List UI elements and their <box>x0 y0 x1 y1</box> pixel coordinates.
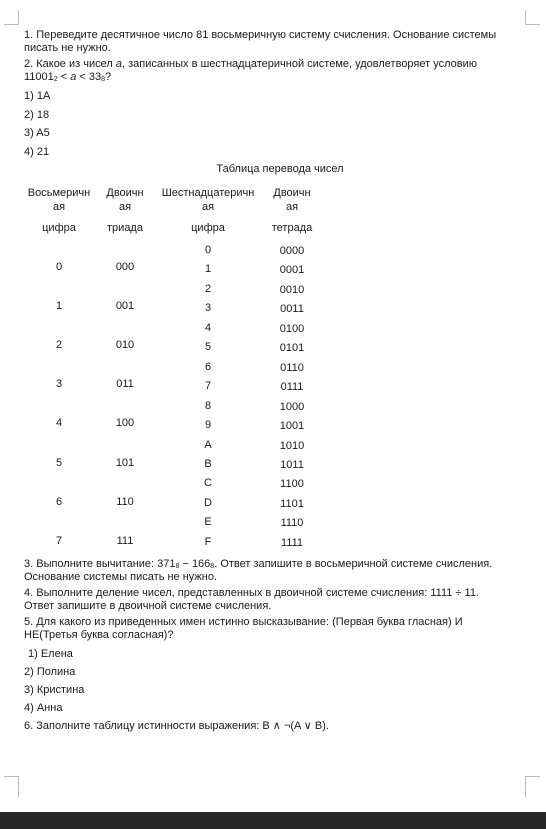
header-octal-1: Восьмеричн <box>27 187 91 199</box>
tetrad-cell: 0010 <box>279 284 305 296</box>
q2-cond-base-2: 8 <box>101 76 106 83</box>
tetrad-cell: 1011 <box>280 459 304 471</box>
q5-option-4: 4) Анна <box>24 702 63 714</box>
tetrad-cell: 1010 <box>279 440 305 452</box>
q3-base-1: 8 <box>175 563 180 570</box>
tetrad-cell: 0110 <box>280 362 304 374</box>
tetrad-cell: 0111 <box>280 381 304 393</box>
header-triad-2: ая <box>118 201 132 213</box>
header-triad-1: Двоичн <box>106 187 144 199</box>
q2-line-1 <box>24 57 477 71</box>
q4-line-2: Ответ запишите в двоичной системе счисления. <box>24 600 272 612</box>
header-tetrad-1: Двоичн <box>273 187 311 199</box>
tetrad-cell: 1000 <box>279 401 305 413</box>
q2-text-post: , записанных в шестнадцатеричной системе, удовлетворяет условию <box>121 58 478 70</box>
octal-digit-cell: 7 <box>55 535 63 547</box>
triad-cell: 110 <box>116 496 134 508</box>
octal-digit-cell: 1 <box>55 300 63 312</box>
header-octal-2: ая <box>52 201 66 213</box>
q5-line-2: НЕ(Третья буква согласная)? <box>24 629 174 641</box>
q2-condition <box>24 70 111 87</box>
header-triad-3: триада <box>107 222 143 234</box>
triad-cell: 101 <box>115 457 135 469</box>
crop-mark-top-right <box>525 10 540 25</box>
hex-digit-cell: F <box>204 536 212 548</box>
triad-cell: 010 <box>115 339 135 351</box>
triad-cell: 100 <box>115 417 135 429</box>
octal-digit-cell: 3 <box>55 378 63 390</box>
crop-mark-top-left <box>4 10 19 25</box>
bottom-bar <box>0 812 546 829</box>
q2-option-4: 4) 21 <box>24 146 50 158</box>
q2-option-2: 2) 18 <box>24 109 50 121</box>
tetrad-cell: 0101 <box>279 342 305 354</box>
hex-digit-cell: D <box>204 497 212 509</box>
q2-variable: a <box>115 58 122 70</box>
q2-cond-number: 11001 <box>24 71 54 83</box>
hex-digit-cell: 2 <box>204 283 212 295</box>
q5-line-1: 5. Для какого из приведенных имен истинно высказывание: (Первая буква гласная) И <box>24 616 463 628</box>
hex-digit-cell: B <box>204 458 212 470</box>
tetrad-cell: 1101 <box>280 498 304 510</box>
triad-cell: 001 <box>115 300 135 312</box>
octal-digit-cell: 0 <box>55 261 63 273</box>
tetrad-cell: 0000 <box>279 245 305 257</box>
q3-text-mid: − 166 <box>179 558 211 570</box>
q2-option-1: 1) 1A <box>24 90 51 102</box>
q3-base-2: 8 <box>210 563 215 570</box>
header-hex-3: цифра <box>191 222 225 234</box>
tetrad-cell: 0001 <box>279 264 305 276</box>
hex-digit-cell: 9 <box>204 419 212 431</box>
crop-mark-bottom-left <box>4 776 19 797</box>
table-title: Таблица перевода чисел <box>216 163 344 175</box>
header-octal-3: цифра <box>42 222 76 234</box>
q5-option-2: 2) Полина <box>24 666 76 678</box>
tetrad-cell: 1001 <box>279 420 305 432</box>
hex-digit-cell: 0 <box>204 244 212 256</box>
header-hex-2: ая <box>201 201 215 213</box>
q3-text-pre: 3. Выполните вычитание: 371 <box>24 558 176 570</box>
tetrad-cell: 0100 <box>279 323 305 335</box>
octal-digit-cell: 2 <box>55 339 63 351</box>
q2-option-3: 3) A5 <box>24 127 50 139</box>
hex-digit-cell: A <box>204 439 212 451</box>
q4-line-1: 4. Выполните деление чисел, представленных в двоичной системе счисления: 1111 ÷ 11. <box>24 587 479 599</box>
q1-line-1: 1. Переведите десятичное число 81 восьмеричную систему счисления. Основание системы <box>24 29 497 41</box>
q2-text-pre: 2. Какое из чисел <box>24 58 116 70</box>
triad-cell: 011 <box>116 378 134 390</box>
q5-option-1: 1) Елена <box>28 648 73 660</box>
hex-digit-cell: 7 <box>204 380 212 392</box>
hex-digit-cell: C <box>204 477 212 489</box>
hex-digit-cell: 6 <box>204 361 212 373</box>
header-tetrad-2: ая <box>285 201 299 213</box>
q2-cond-variable: a <box>70 71 77 83</box>
hex-digit-cell: 4 <box>204 322 212 334</box>
hex-digit-cell: 5 <box>204 341 212 353</box>
tetrad-cell: 1100 <box>280 478 304 490</box>
q3-text-post: . Ответ запишите в восьмеричной системе счисления. <box>214 558 493 570</box>
crop-mark-bottom-right <box>525 776 540 797</box>
hex-digit-cell: 8 <box>204 400 212 412</box>
hex-digit-cell: E <box>204 516 212 528</box>
q3-line-2: Основание системы писать не нужно. <box>24 571 218 583</box>
header-hex-1: Шестнадцатеричн <box>161 187 255 199</box>
tetrad-cell: 1111 <box>280 537 304 549</box>
q2-cond-lt-2: < 33 <box>76 71 102 83</box>
hex-digit-cell: 1 <box>204 263 212 275</box>
q2-cond-lt-1: < <box>57 71 71 83</box>
octal-digit-cell: 4 <box>55 417 63 429</box>
tetrad-cell: 1110 <box>280 517 304 529</box>
q2-cond-end: ? <box>105 71 112 83</box>
tetrad-cell: 0011 <box>280 303 304 315</box>
triad-cell: 000 <box>115 261 135 273</box>
header-tetrad-3: тетрада <box>271 222 313 234</box>
hex-digit-cell: 3 <box>204 302 212 314</box>
q6-line-1: 6. Заполните таблицу истинности выражения: B ∧ ¬(A ∨ B). <box>24 720 329 732</box>
q1-line-2: писать не нужно. <box>24 42 111 54</box>
q5-option-3: 3) Кристина <box>24 684 85 696</box>
octal-digit-cell: 5 <box>55 457 63 469</box>
octal-digit-cell: 6 <box>55 496 63 508</box>
q2-cond-base-1: 2 <box>53 76 58 83</box>
triad-cell: 111 <box>116 535 134 547</box>
